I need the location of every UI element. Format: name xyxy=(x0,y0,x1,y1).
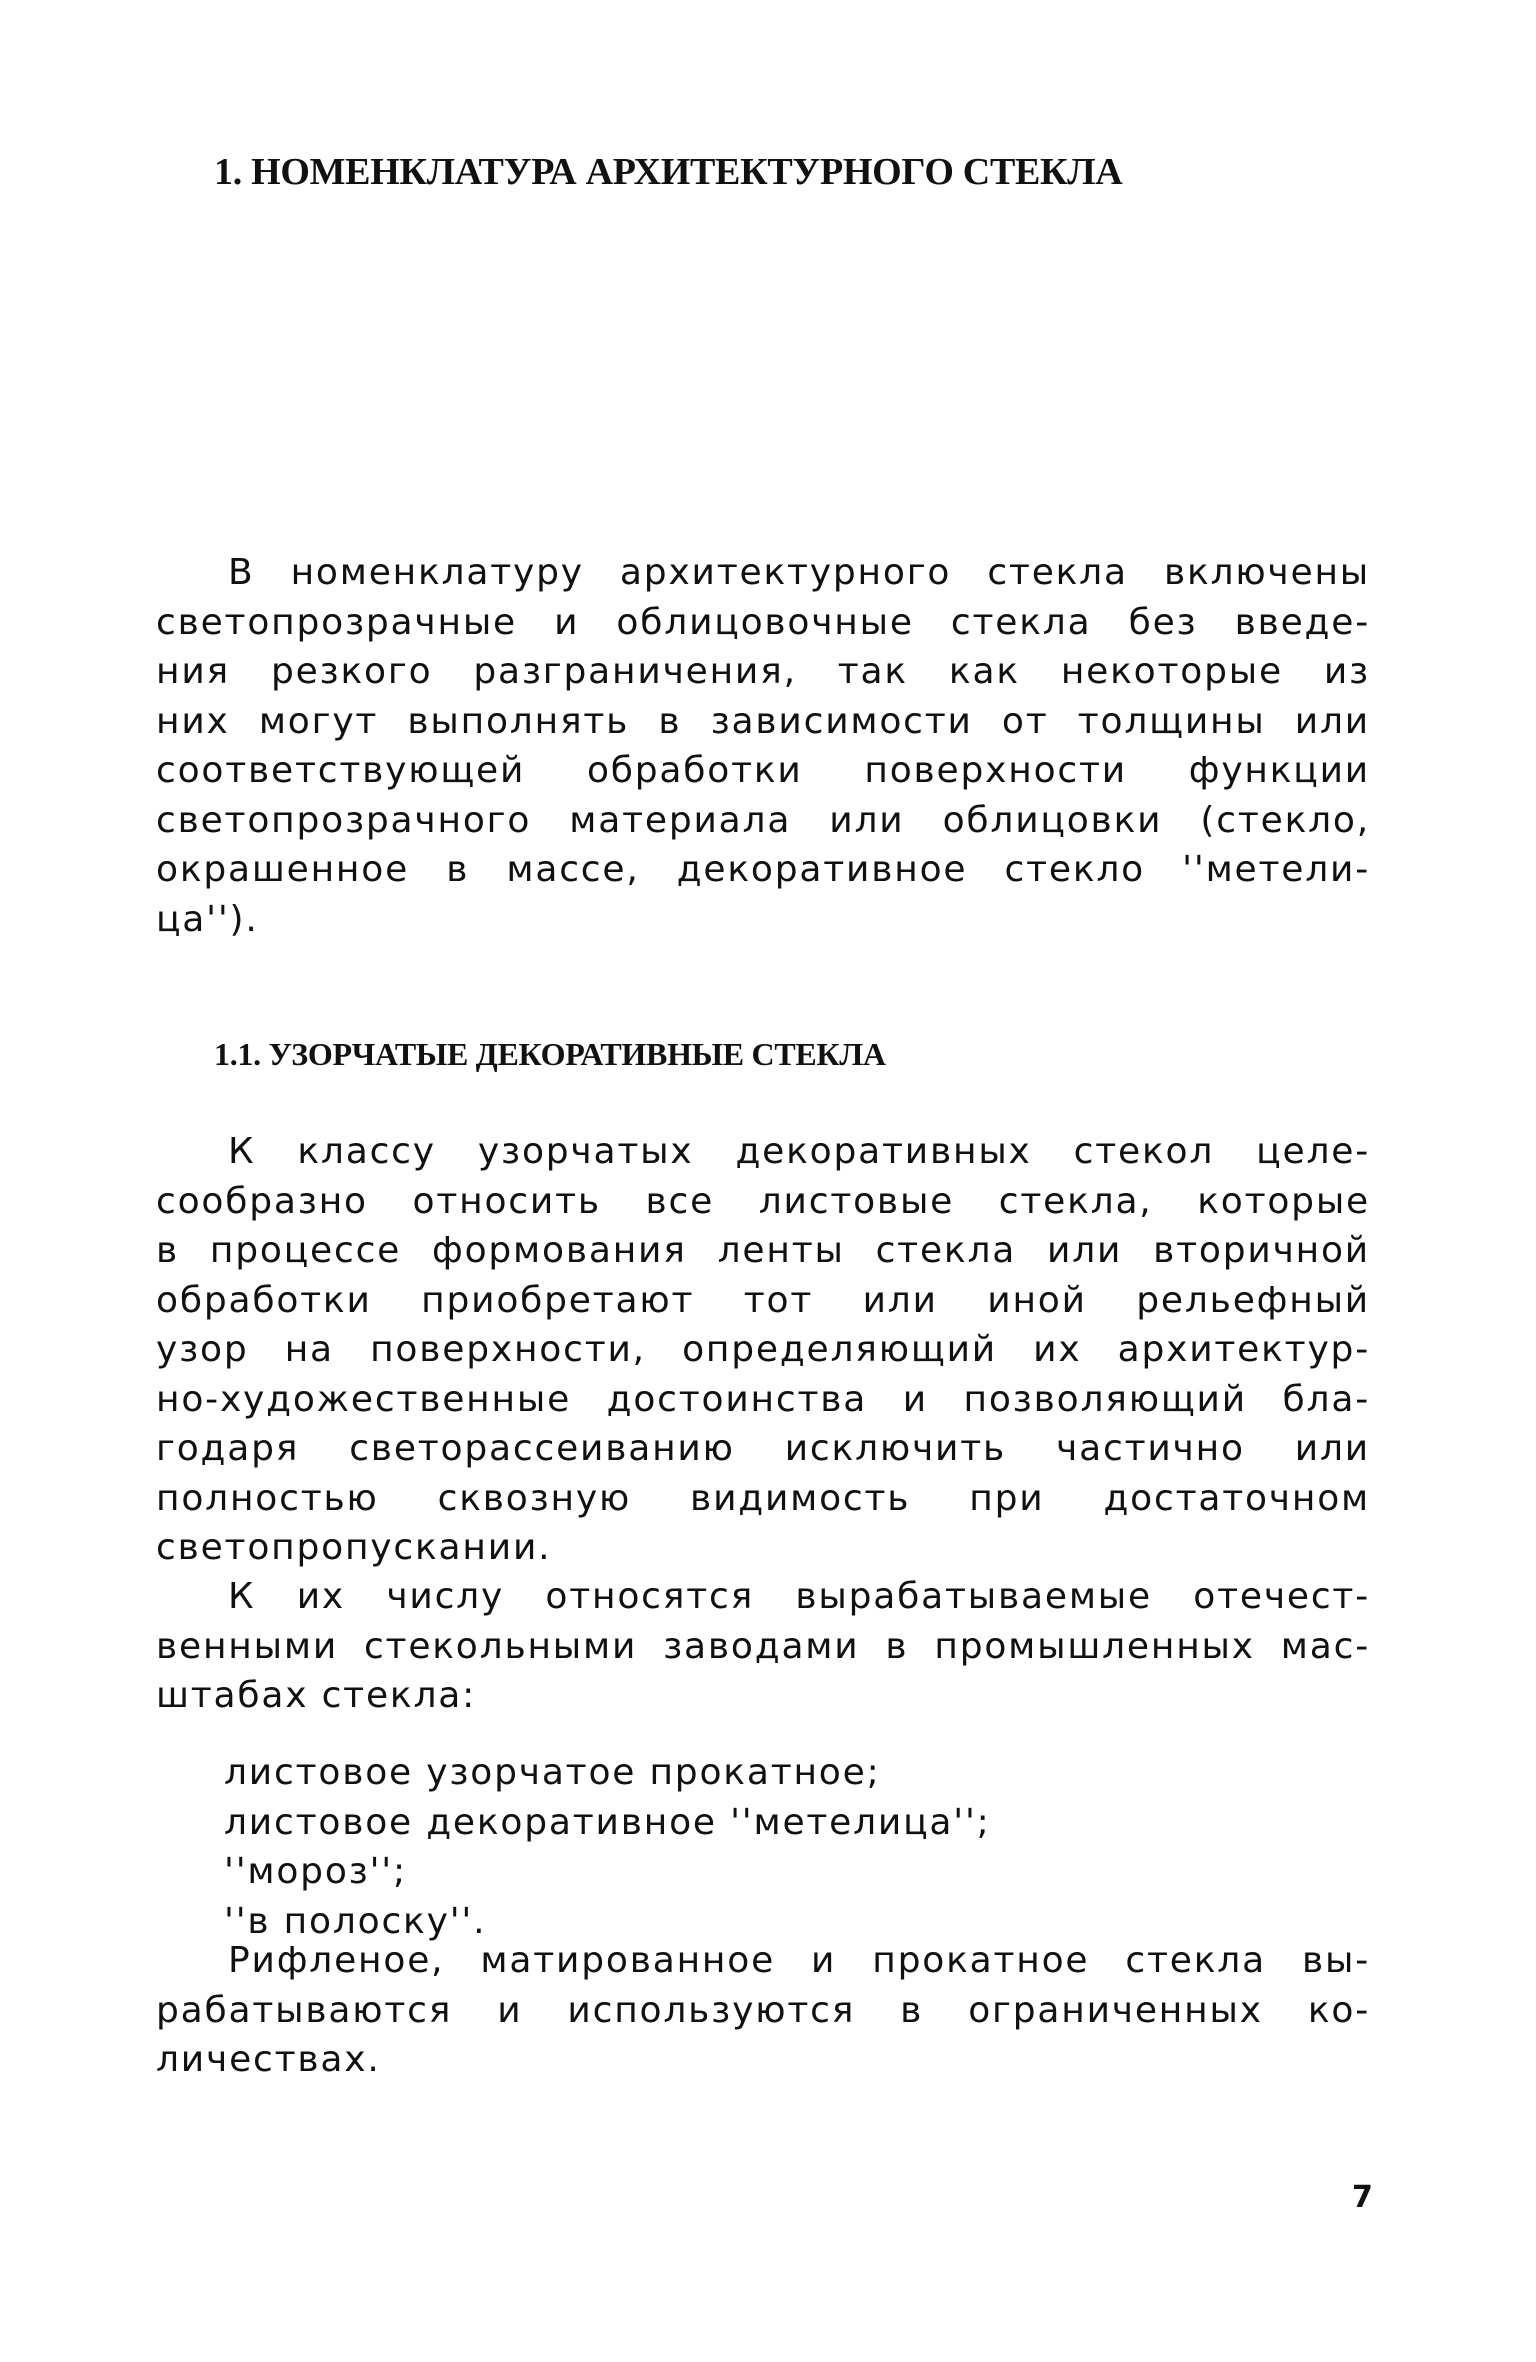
section-title: 1.1. УЗОРЧАТЫЕ ДЕКОРАТИВНЫЕ СТЕКЛА xyxy=(214,1036,886,1072)
paragraph-line: Рифленое, матированное и прокатное стекла вы- xyxy=(228,1940,1370,1981)
paragraph-line: них могут выполнять в зависимости от толщины или xyxy=(156,700,1370,742)
paragraph-line: В номенклатуру архитектурного стекла включены xyxy=(228,552,1370,593)
paragraph-line: светопропускании. xyxy=(156,1527,552,1568)
paragraph-line: К классу узорчатых декоративных стекол целе- xyxy=(228,1131,1370,1172)
paragraph-line: штабах стекла: xyxy=(156,1675,477,1716)
paragraph-line: ца''). xyxy=(156,898,259,940)
paragraph-line: обработки приобретают тот или иной рельефный xyxy=(156,1279,1370,1321)
closing-paragraph xyxy=(156,1936,1370,2085)
paragraph-line: годаря светорассеиванию исключить частично или xyxy=(156,1428,1370,1469)
list-item: листовое узорчатое прокатное; xyxy=(224,1752,881,1793)
list-item: ''мороз''; xyxy=(224,1851,407,1892)
paragraph-line: но-художественные достоинства и позволяющий бла- xyxy=(156,1378,1370,1420)
paragraph-line: личествах. xyxy=(156,2039,381,2080)
glass-types-list xyxy=(224,1748,991,1946)
list-item: листовое декоративное ''метелица''; xyxy=(224,1801,991,1843)
chapter-title: 1. НОМЕНКЛАТУРА АРХИТЕКТУРНОГО СТЕКЛА xyxy=(214,151,1123,193)
page-number: 7 xyxy=(1352,2180,1373,2215)
list-item: ''в полоску''. xyxy=(224,1900,487,1942)
paragraph-line: К их числу относятся вырабатываемые отечест- xyxy=(228,1576,1370,1617)
paragraph-line: окрашенное в массе, декоративное стекло ''метели- xyxy=(156,849,1370,890)
intro-paragraph xyxy=(156,548,1370,944)
list-intro-paragraph xyxy=(156,1572,1370,1721)
paragraph-line: рабатываются и используются в ограниченных ко- xyxy=(156,1989,1370,2031)
section-paragraph xyxy=(156,1127,1370,1573)
paragraph-line: светопрозрачные и облицовочные стекла без введе- xyxy=(156,601,1370,643)
paragraph-line: полностью сквозную видимость при достаточном xyxy=(156,1477,1370,1519)
paragraph-line: соответствующей обработки поверхности функции xyxy=(156,750,1370,791)
paragraph-line: сообразно относить все листовые стекла, которые xyxy=(156,1180,1370,1222)
paragraph-line: в процессе формования ленты стекла или вторичной xyxy=(156,1230,1370,1271)
paragraph-line: венными стекольными заводами в промышленных мас- xyxy=(156,1625,1370,1667)
paragraph-line: узор на поверхности, определяющий их архитектур- xyxy=(156,1329,1370,1370)
paragraph-line: ния резкого разграничения, так как некоторые из xyxy=(156,651,1370,692)
paragraph-line: светопрозрачного материала или облицовки (стекло, xyxy=(156,799,1370,841)
